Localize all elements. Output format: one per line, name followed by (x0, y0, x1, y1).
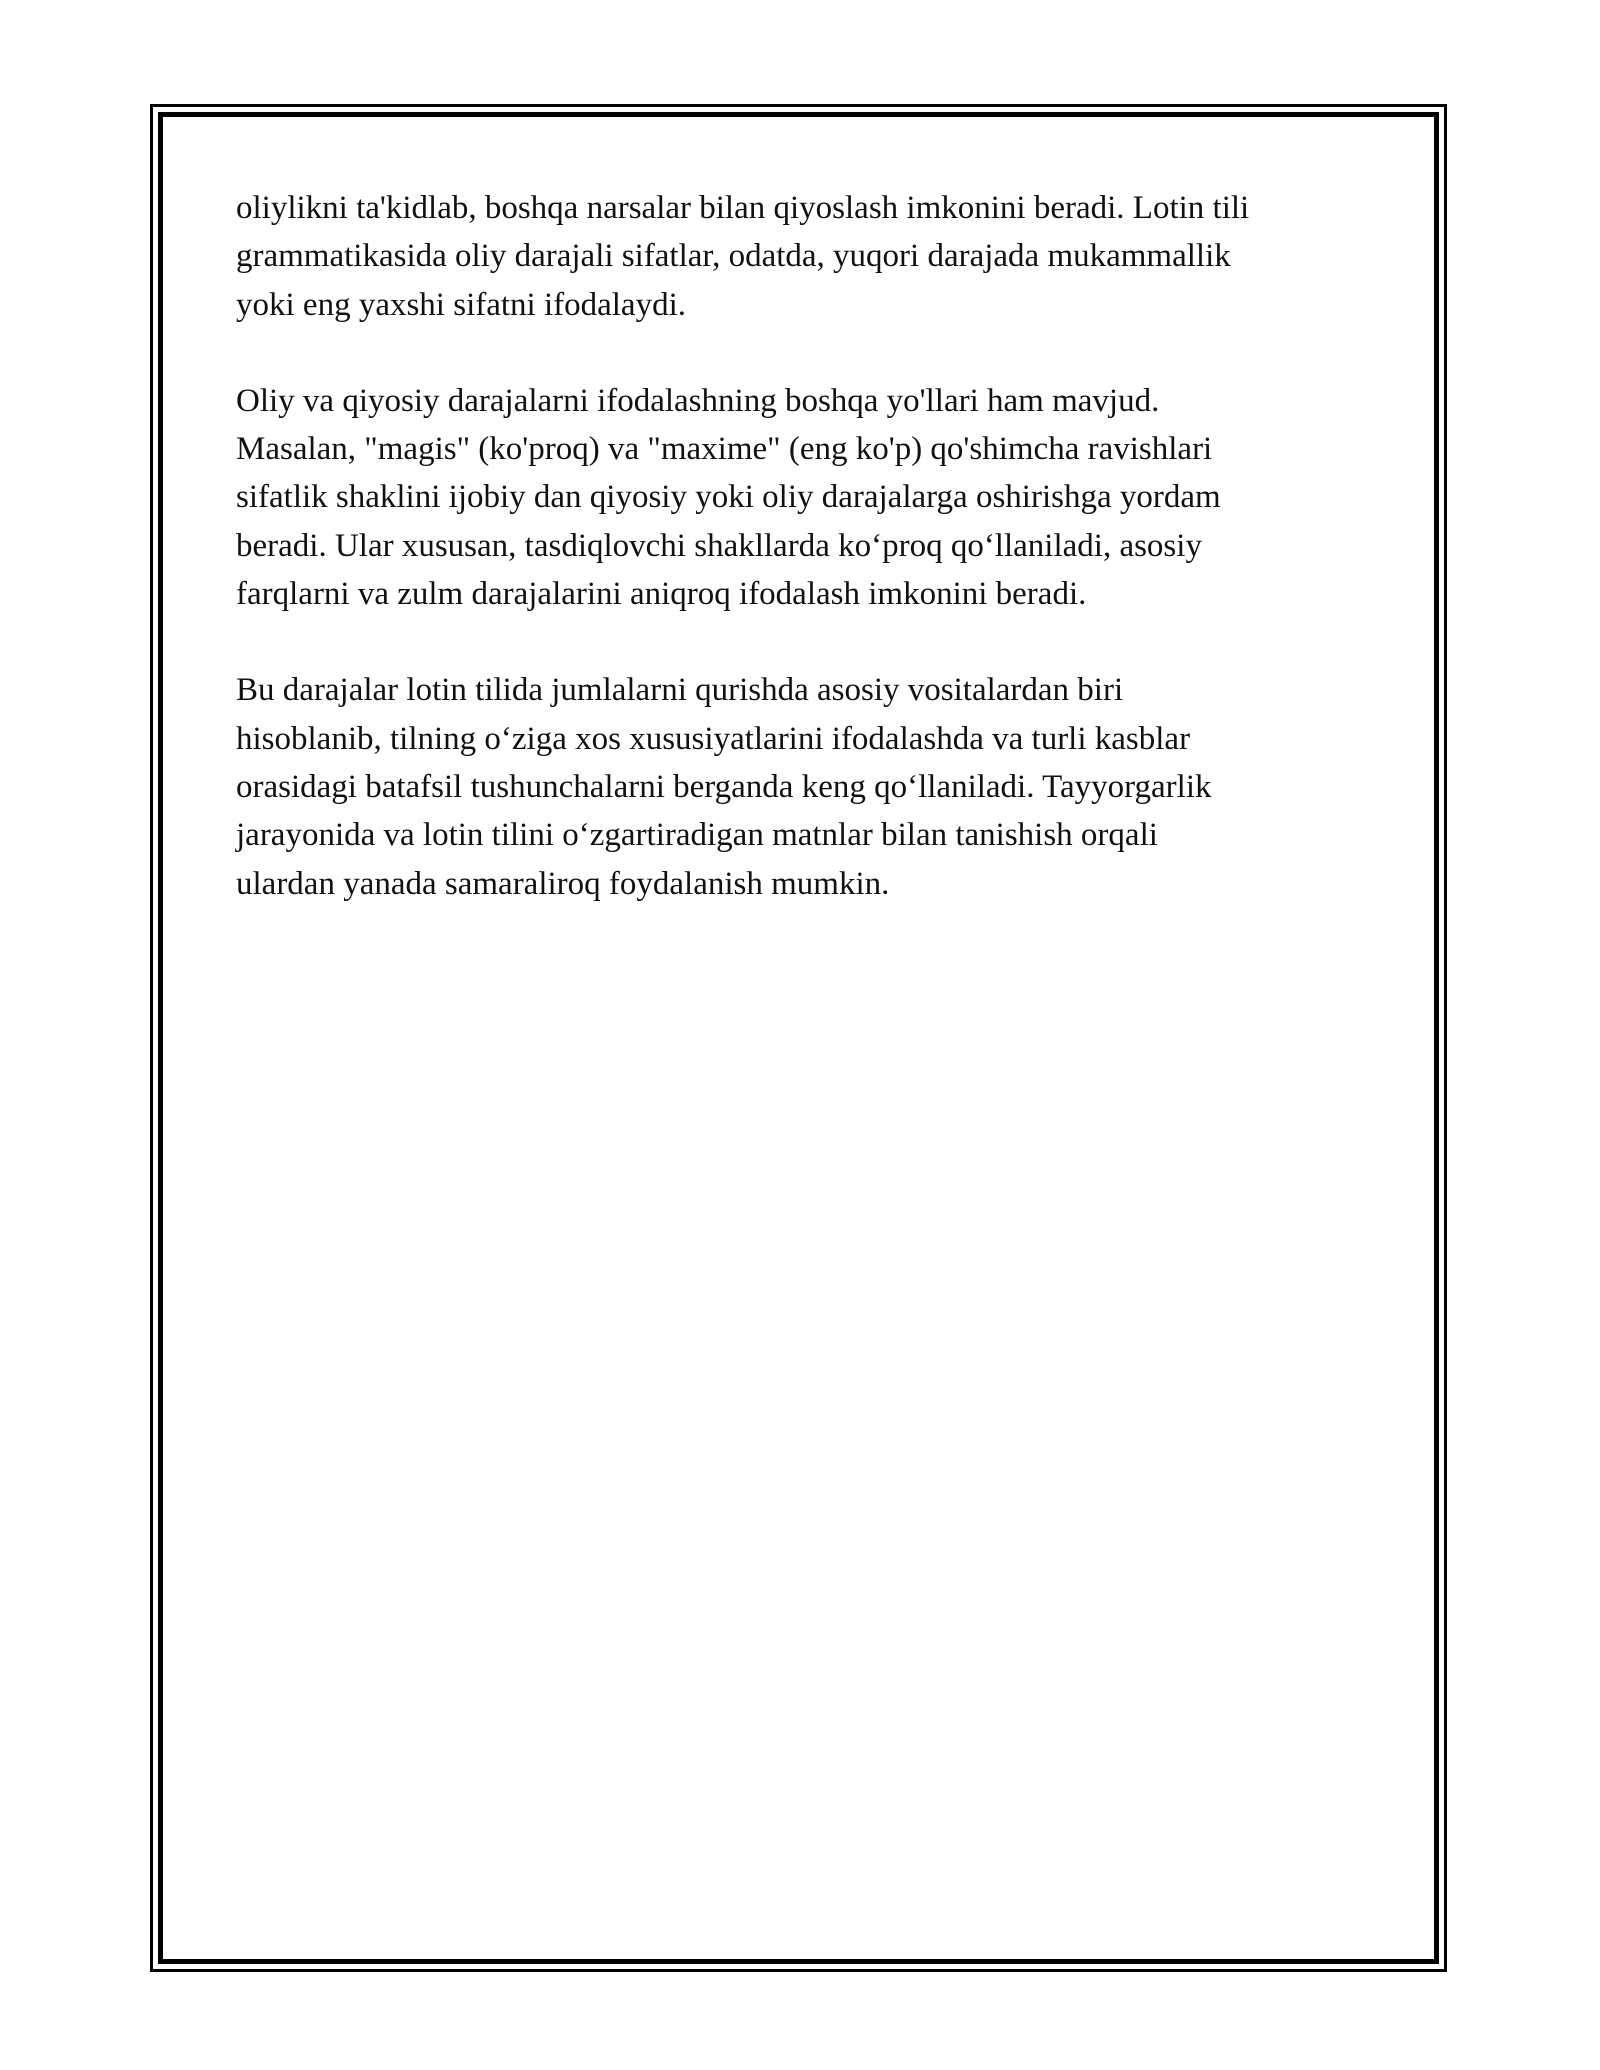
paragraph-3: Bu darajalar lotin tilida jumlalarni qurishda asosiy vositalardan biri hisoblanib, tilning o‘ziga xos xususiyatlarini ifodalashda va turli kasblar orasidagi batafsil tushunchalarni berganda keng qo‘llaniladi. Tayyorgarlik jarayonida va lotin tilini o‘zgartiradigan matnlar bilan tanishish orqali ulardan yanada samaraliroq foydalanish mumkin. (236, 672, 1212, 902)
document-body (236, 184, 1396, 956)
paragraph-2: Oliy va qiyosiy darajalarni ifodalashning boshqa yo'llari ham mavjud. Masalan, "magis" (ko'proq) va "maxime" (eng ko'p) qo'shimcha ravishlari sifatlik shaklini ijobiy dan qiyosiy yoki oliy darajalarga oshirishga yordam beradi. Ular xususan, tasdiqlovchi shakllarda ko‘proq qo‘llaniladi, asosiy farqlarni va zulm darajalarini aniqroq ifodalash imkonini beradi. (236, 382, 1221, 613)
paragraph-1: oliylikni ta'kidlab, boshqa narsalar bilan qiyoslash imkonini beradi. Lotin tili grammatikasida oliy darajali sifatlar, odatda, yuqori darajada mukammallik yoki eng yaxshi sifatni ifodalaydi. (236, 190, 1250, 323)
